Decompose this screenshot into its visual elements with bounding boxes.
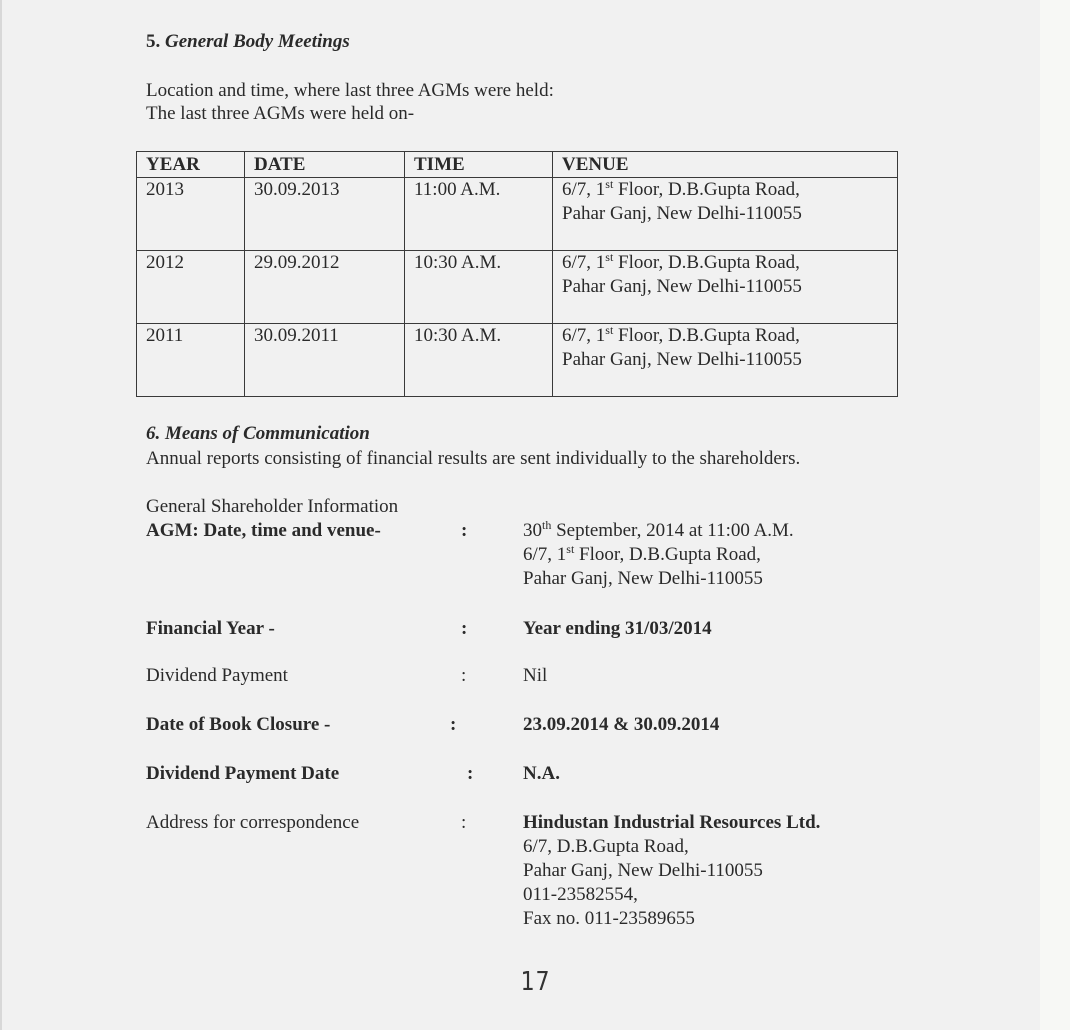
header-date: DATE <box>245 152 405 178</box>
cell-year: 2011 <box>137 324 245 397</box>
venue-text: 6/7, 1 <box>562 325 606 346</box>
venue-text: 6/7, 1 <box>562 179 606 200</box>
venue-ordinal: st <box>605 250 614 264</box>
cell-time: 10:30 A.M. <box>405 251 553 324</box>
agm-venue-line-2: Pahar Ganj, New Delhi-110055 <box>523 568 763 589</box>
agm-venue-ordinal: st <box>566 542 575 556</box>
table-row <box>137 251 898 324</box>
cell-venue <box>553 324 898 397</box>
cell-venue <box>553 178 898 251</box>
section-5-intro-line-2: The last three AGMs were held on- <box>146 103 415 124</box>
agm-label: AGM: Date, time and venue- <box>146 520 381 541</box>
section-6-title: Means of Communication <box>165 423 370 444</box>
venue-ordinal: st <box>605 323 614 337</box>
venue-text: Floor, D.B.Gupta Road, <box>613 252 800 273</box>
agm-venue-text: 6/7, 1 <box>523 544 567 565</box>
financial-year-value: Year ending 31/03/2014 <box>523 618 712 639</box>
book-closure-value: 23.09.2014 & 30.09.2014 <box>523 714 720 735</box>
agm-separator: : <box>461 520 468 541</box>
section-5-intro-line-1: Location and time, where last three AGMs were held: <box>146 80 554 101</box>
venue-text: Floor, D.B.Gupta Road, <box>613 179 800 200</box>
section-5-title: General Body Meetings <box>165 31 350 52</box>
cell-year: 2013 <box>137 178 245 251</box>
dividend-payment-separator: : <box>461 665 467 686</box>
section-5-number: 5. <box>146 31 161 52</box>
page-number: 17 <box>520 967 551 997</box>
scan-edge <box>0 0 2 1030</box>
header-venue: VENUE <box>553 152 898 178</box>
cell-time: 11:00 A.M. <box>405 178 553 251</box>
table-row <box>137 178 898 251</box>
address-company: Hindustan Industrial Resources Ltd. <box>523 812 821 833</box>
dividend-payment-date-label: Dividend Payment Date <box>146 763 340 784</box>
agm-venue-text: Floor, D.B.Gupta Road, <box>574 544 761 565</box>
address-separator: : <box>461 812 467 833</box>
agm-day-ordinal: th <box>542 518 552 532</box>
venue-ordinal: st <box>605 177 614 191</box>
venue-line-1 <box>562 251 897 275</box>
section-6-heading <box>146 422 370 446</box>
venue-line-2: Pahar Ganj, New Delhi-110055 <box>562 203 802 224</box>
financial-year-label: Financial Year - <box>146 618 275 639</box>
dividend-payment-label: Dividend Payment <box>146 665 288 686</box>
cell-date: 30.09.2013 <box>245 178 405 251</box>
book-closure-label: Date of Book Closure - <box>146 714 331 735</box>
section-6-body: Annual reports consisting of financial results are sent individually to the shareholders. <box>146 448 801 469</box>
agm-date-time <box>523 519 794 543</box>
section-5-heading <box>146 30 350 54</box>
table-header-row <box>137 152 898 178</box>
book-closure-separator: : <box>450 714 457 735</box>
agm-venue-line-1 <box>523 543 761 567</box>
venue-line-1 <box>562 178 897 202</box>
address-line: 6/7, D.B.Gupta Road, <box>523 836 689 857</box>
address-fax: Fax no. 011-23589655 <box>523 908 695 929</box>
venue-line-1 <box>562 324 897 348</box>
agm-history-table <box>136 151 898 397</box>
section-6-number: 6. <box>146 423 161 444</box>
cell-time: 10:30 A.M. <box>405 324 553 397</box>
venue-line-2: Pahar Ganj, New Delhi-110055 <box>562 349 802 370</box>
shareholder-info-heading: General Shareholder Information <box>146 496 399 517</box>
dividend-payment-date-value: N.A. <box>523 763 560 784</box>
agm-day: 30 <box>523 520 542 541</box>
dividend-payment-date-separator: : <box>467 763 474 784</box>
venue-text: Floor, D.B.Gupta Road, <box>613 325 800 346</box>
cell-venue <box>553 251 898 324</box>
cell-date: 30.09.2011 <box>245 324 405 397</box>
financial-year-separator: : <box>461 618 468 639</box>
header-time: TIME <box>405 152 553 178</box>
venue-line-2: Pahar Ganj, New Delhi-110055 <box>562 276 802 297</box>
header-year: YEAR <box>137 152 245 178</box>
venue-text: 6/7, 1 <box>562 252 606 273</box>
agm-date-rest: September, 2014 at 11:00 A.M. <box>551 520 794 541</box>
address-line: Pahar Ganj, New Delhi-110055 <box>523 860 763 881</box>
table-row <box>137 324 898 397</box>
cell-year: 2012 <box>137 251 245 324</box>
address-label: Address for correspondence <box>146 812 360 833</box>
cell-date: 29.09.2012 <box>245 251 405 324</box>
dividend-payment-value: Nil <box>523 665 548 686</box>
address-phone: 011-23582554, <box>523 884 638 905</box>
